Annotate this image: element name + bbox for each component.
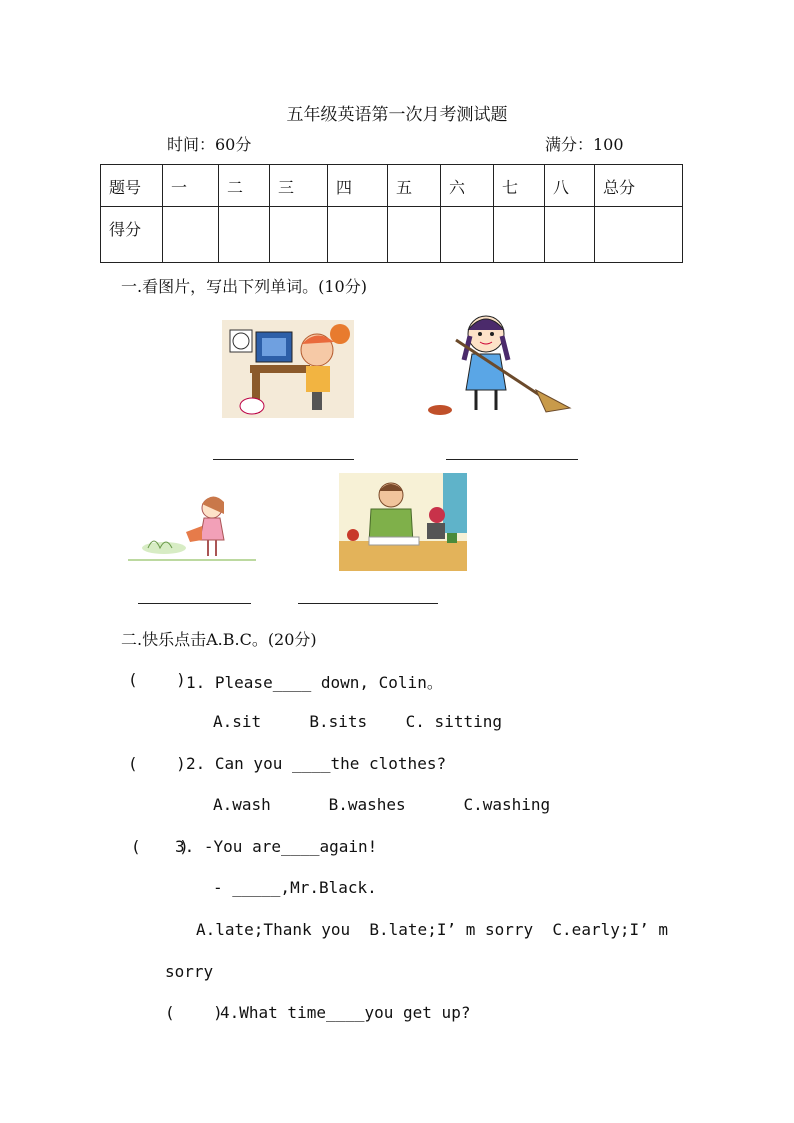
sweeping-girl-picture xyxy=(426,312,574,420)
score-cell[interactable] xyxy=(595,207,683,263)
answer-line-1[interactable] xyxy=(213,459,354,460)
table-header-cell: 三 xyxy=(270,165,328,207)
page-title: 五年级英语第一次月考测试题 xyxy=(286,105,508,125)
question-2-paren[interactable]: ( ) xyxy=(128,754,186,773)
question-1-options: A.sit B.sits C. sitting xyxy=(213,712,502,731)
table-header-cell: 七 xyxy=(494,165,545,207)
table-header-cell: 一 xyxy=(163,165,219,207)
table-header-cell: 总分 xyxy=(595,165,683,207)
score-table-header-row xyxy=(101,165,683,207)
cooking-man-picture xyxy=(339,473,467,571)
score-cell[interactable] xyxy=(163,207,219,263)
table-header-cell: 八 xyxy=(545,165,595,207)
score-cell[interactable] xyxy=(328,207,388,263)
score-table-score-row xyxy=(101,207,683,263)
question-2-options: A.wash B.washes C.washing xyxy=(213,795,551,814)
section1-heading: 一.看图片，写出下列单词。(10分) xyxy=(121,277,367,296)
question-3-stem: 3. -You are____again! xyxy=(175,837,378,856)
question-4-stem: 4.What time____you get up? xyxy=(220,1003,471,1022)
section2-heading: 二.快乐点击A.B.C。(20分) xyxy=(121,630,317,649)
table-header-cell: 题号 xyxy=(101,165,163,207)
answer-line-4[interactable] xyxy=(298,603,438,604)
answer-line-3[interactable] xyxy=(138,603,251,604)
watering-girl-picture xyxy=(128,490,256,572)
score-cell[interactable] xyxy=(545,207,595,263)
question-3-options-continued: sorry xyxy=(165,962,214,981)
question-1-paren[interactable]: ( ) xyxy=(128,670,186,689)
time-label: 时间：60分 xyxy=(167,135,252,154)
answer-line-2[interactable] xyxy=(446,459,578,460)
question-3-options: A.late;Thank you B.late;I’ m sorry C.early;I’ m xyxy=(196,920,669,939)
score-cell[interactable] xyxy=(219,207,270,263)
table-header-cell: 四 xyxy=(328,165,388,207)
score-cell[interactable] xyxy=(270,207,328,263)
score-cell[interactable] xyxy=(494,207,545,263)
score-label: 满分：100 xyxy=(545,135,624,154)
question-1-stem: 1. Please____ down, Colin。 xyxy=(186,673,443,692)
table-header-cell: 二 xyxy=(219,165,270,207)
table-header-cell: 六 xyxy=(441,165,494,207)
question-3-paren[interactable]: ( ) xyxy=(131,837,189,856)
question-4-paren[interactable]: ( ) xyxy=(165,1003,223,1022)
table-row-label: 得分 xyxy=(101,207,163,263)
question-3-reply: - _____,Mr.Black. xyxy=(213,878,377,897)
score-table xyxy=(100,164,683,263)
table-header-cell: 五 xyxy=(388,165,441,207)
score-cell[interactable] xyxy=(388,207,441,263)
score-cell[interactable] xyxy=(441,207,494,263)
question-2-stem: 2. Can you ____the clothes? xyxy=(186,754,447,773)
computer-boy-picture xyxy=(222,320,354,418)
